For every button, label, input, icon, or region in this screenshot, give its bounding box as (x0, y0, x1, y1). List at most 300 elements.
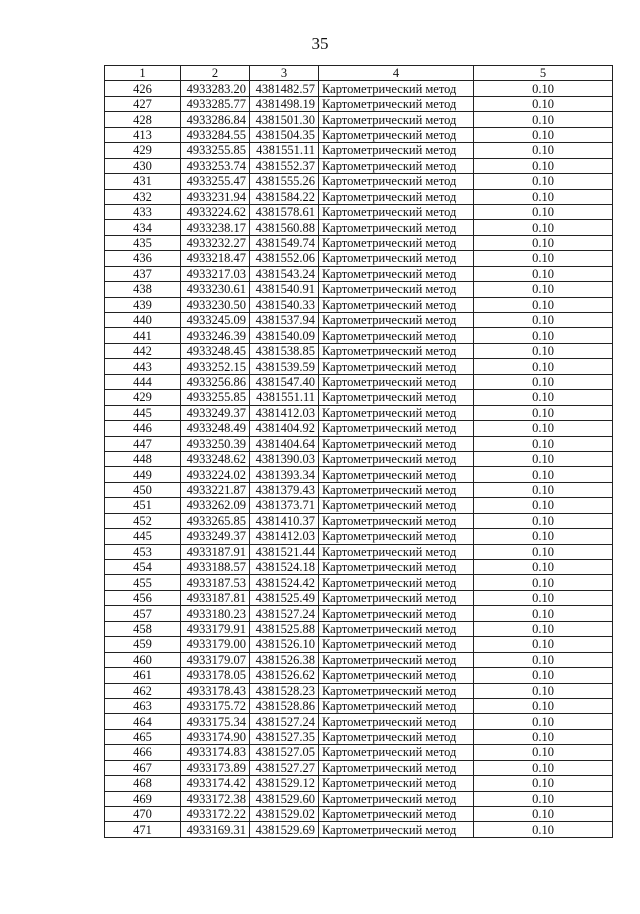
point-number-cell: 465 (105, 729, 181, 744)
method-cell: Картометрический метод (319, 668, 474, 683)
header-point-number: 1 (105, 66, 181, 81)
y-coordinate-cell: 4381552.37 (250, 158, 319, 173)
method-cell: Картометрический метод (319, 482, 474, 497)
table-row (105, 467, 613, 482)
accuracy-cell: 0.10 (474, 590, 613, 605)
y-coordinate-cell: 4381539.59 (250, 359, 319, 374)
x-coordinate-cell: 4933187.81 (181, 590, 250, 605)
accuracy-cell: 0.10 (474, 297, 613, 312)
point-number-cell: 435 (105, 235, 181, 250)
x-coordinate-cell: 4933178.43 (181, 683, 250, 698)
accuracy-cell: 0.10 (474, 390, 613, 405)
point-number-cell: 449 (105, 467, 181, 482)
y-coordinate-cell: 4381547.40 (250, 374, 319, 389)
table-row (105, 729, 613, 744)
table-row (105, 158, 613, 173)
accuracy-cell: 0.10 (474, 467, 613, 482)
y-coordinate-cell: 4381482.57 (250, 81, 319, 96)
table-body (105, 81, 613, 837)
accuracy-cell: 0.10 (474, 313, 613, 328)
accuracy-cell: 0.10 (474, 621, 613, 636)
point-number-cell: 429 (105, 143, 181, 158)
x-coordinate-cell: 4933180.23 (181, 606, 250, 621)
x-coordinate-cell: 4933173.89 (181, 760, 250, 775)
x-coordinate-cell: 4933174.83 (181, 745, 250, 760)
y-coordinate-cell: 4381379.43 (250, 482, 319, 497)
table-row (105, 297, 613, 312)
accuracy-cell: 0.10 (474, 544, 613, 559)
method-cell: Картометрический метод (319, 343, 474, 358)
method-cell: Картометрический метод (319, 189, 474, 204)
y-coordinate-cell: 4381538.85 (250, 343, 319, 358)
method-cell: Картометрический метод (319, 251, 474, 266)
point-number-cell: 454 (105, 560, 181, 575)
method-cell: Картометрический метод (319, 652, 474, 667)
table-row (105, 760, 613, 775)
table-row (105, 668, 613, 683)
method-cell: Картометрический метод (319, 297, 474, 312)
point-number-cell: 447 (105, 436, 181, 451)
y-coordinate-cell: 4381524.18 (250, 560, 319, 575)
accuracy-cell: 0.10 (474, 482, 613, 497)
x-coordinate-cell: 4933188.57 (181, 560, 250, 575)
table-row (105, 560, 613, 575)
method-cell: Картометрический метод (319, 282, 474, 297)
table-row (105, 343, 613, 358)
table-row (105, 251, 613, 266)
accuracy-cell: 0.10 (474, 683, 613, 698)
method-cell: Картометрический метод (319, 143, 474, 158)
accuracy-cell: 0.10 (474, 220, 613, 235)
header-x-coordinate: 2 (181, 66, 250, 81)
point-number-cell: 448 (105, 451, 181, 466)
accuracy-cell: 0.10 (474, 513, 613, 528)
table-row (105, 96, 613, 111)
point-number-cell: 452 (105, 513, 181, 528)
accuracy-cell: 0.10 (474, 343, 613, 358)
table-row (105, 683, 613, 698)
point-number-cell: 455 (105, 575, 181, 590)
y-coordinate-cell: 4381529.02 (250, 807, 319, 822)
x-coordinate-cell: 4933285.77 (181, 96, 250, 111)
y-coordinate-cell: 4381527.27 (250, 760, 319, 775)
y-coordinate-cell: 4381552.06 (250, 251, 319, 266)
x-coordinate-cell: 4933283.20 (181, 81, 250, 96)
x-coordinate-cell: 4933224.02 (181, 467, 250, 482)
point-number-cell: 460 (105, 652, 181, 667)
point-number-cell: 467 (105, 760, 181, 775)
table-row (105, 204, 613, 219)
y-coordinate-cell: 4381526.10 (250, 637, 319, 652)
y-coordinate-cell: 4381551.11 (250, 390, 319, 405)
point-number-cell: 471 (105, 822, 181, 837)
y-coordinate-cell: 4381528.23 (250, 683, 319, 698)
method-cell: Картометрический метод (319, 81, 474, 96)
x-coordinate-cell: 4933187.91 (181, 544, 250, 559)
x-coordinate-cell: 4933232.27 (181, 235, 250, 250)
table-row (105, 776, 613, 791)
point-number-cell: 453 (105, 544, 181, 559)
x-coordinate-cell: 4933248.49 (181, 421, 250, 436)
point-number-cell: 444 (105, 374, 181, 389)
y-coordinate-cell: 4381525.49 (250, 590, 319, 605)
accuracy-cell: 0.10 (474, 158, 613, 173)
method-cell: Картометрический метод (319, 359, 474, 374)
x-coordinate-cell: 4933238.17 (181, 220, 250, 235)
point-number-cell: 442 (105, 343, 181, 358)
point-number-cell: 437 (105, 266, 181, 281)
y-coordinate-cell: 4381504.35 (250, 127, 319, 142)
method-cell: Картометрический метод (319, 714, 474, 729)
method-cell: Картометрический метод (319, 374, 474, 389)
y-coordinate-cell: 4381525.88 (250, 621, 319, 636)
y-coordinate-cell: 4381540.09 (250, 328, 319, 343)
table-row (105, 436, 613, 451)
point-number-cell: 427 (105, 96, 181, 111)
x-coordinate-cell: 4933179.91 (181, 621, 250, 636)
table-row (105, 575, 613, 590)
method-cell: Картометрический метод (319, 560, 474, 575)
y-coordinate-cell: 4381501.30 (250, 112, 319, 127)
accuracy-cell: 0.10 (474, 637, 613, 652)
method-cell: Картометрический метод (319, 590, 474, 605)
method-cell: Картометрический метод (319, 776, 474, 791)
y-coordinate-cell: 4381584.22 (250, 189, 319, 204)
point-number-cell: 464 (105, 714, 181, 729)
y-coordinate-cell: 4381410.37 (250, 513, 319, 528)
point-number-cell: 451 (105, 498, 181, 513)
point-number-cell: 469 (105, 791, 181, 806)
x-coordinate-cell: 4933187.53 (181, 575, 250, 590)
method-cell: Картометрический метод (319, 266, 474, 281)
x-coordinate-cell: 4933221.87 (181, 482, 250, 497)
x-coordinate-cell: 4933175.72 (181, 698, 250, 713)
method-cell: Картометрический метод (319, 235, 474, 250)
point-number-cell: 430 (105, 158, 181, 173)
accuracy-cell: 0.10 (474, 791, 613, 806)
x-coordinate-cell: 4933178.05 (181, 668, 250, 683)
table-row (105, 590, 613, 605)
accuracy-cell: 0.10 (474, 374, 613, 389)
accuracy-cell: 0.10 (474, 282, 613, 297)
accuracy-cell: 0.10 (474, 606, 613, 621)
accuracy-cell: 0.10 (474, 760, 613, 775)
table-row (105, 359, 613, 374)
method-cell: Картометрический метод (319, 791, 474, 806)
table-row (105, 174, 613, 189)
accuracy-cell: 0.10 (474, 652, 613, 667)
table-row (105, 498, 613, 513)
method-cell: Картометрический метод (319, 204, 474, 219)
point-number-cell: 458 (105, 621, 181, 636)
table-row (105, 421, 613, 436)
table-row (105, 822, 613, 837)
table-row (105, 143, 613, 158)
method-cell: Картометрический метод (319, 158, 474, 173)
point-number-cell: 446 (105, 421, 181, 436)
method-cell: Картометрический метод (319, 621, 474, 636)
table-row (105, 405, 613, 420)
method-cell: Картометрический метод (319, 683, 474, 698)
x-coordinate-cell: 4933172.22 (181, 807, 250, 822)
coordinates-table (104, 65, 613, 838)
table-row (105, 451, 613, 466)
accuracy-cell: 0.10 (474, 668, 613, 683)
accuracy-cell: 0.10 (474, 729, 613, 744)
accuracy-cell: 0.10 (474, 714, 613, 729)
accuracy-cell: 0.10 (474, 81, 613, 96)
y-coordinate-cell: 4381529.60 (250, 791, 319, 806)
header-accuracy: 5 (474, 66, 613, 81)
x-coordinate-cell: 4933175.34 (181, 714, 250, 729)
y-coordinate-cell: 4381390.03 (250, 451, 319, 466)
x-coordinate-cell: 4933246.39 (181, 328, 250, 343)
point-number-cell: 456 (105, 590, 181, 605)
accuracy-cell: 0.10 (474, 251, 613, 266)
point-number-cell: 468 (105, 776, 181, 791)
x-coordinate-cell: 4933253.74 (181, 158, 250, 173)
method-cell: Картометрический метод (319, 451, 474, 466)
table-row (105, 482, 613, 497)
x-coordinate-cell: 4933217.03 (181, 266, 250, 281)
y-coordinate-cell: 4381393.34 (250, 467, 319, 482)
y-coordinate-cell: 4381549.74 (250, 235, 319, 250)
table-row (105, 282, 613, 297)
point-number-cell: 445 (105, 405, 181, 420)
accuracy-cell: 0.10 (474, 745, 613, 760)
x-coordinate-cell: 4933174.90 (181, 729, 250, 744)
table-row (105, 189, 613, 204)
method-cell: Картометрический метод (319, 637, 474, 652)
x-coordinate-cell: 4933174.42 (181, 776, 250, 791)
table-row (105, 81, 613, 96)
accuracy-cell: 0.10 (474, 96, 613, 111)
x-coordinate-cell: 4933169.31 (181, 822, 250, 837)
y-coordinate-cell: 4381373.71 (250, 498, 319, 513)
accuracy-cell: 0.10 (474, 776, 613, 791)
method-cell: Картометрический метод (319, 698, 474, 713)
table-row (105, 745, 613, 760)
y-coordinate-cell: 4381404.64 (250, 436, 319, 451)
y-coordinate-cell: 4381404.92 (250, 421, 319, 436)
y-coordinate-cell: 4381526.62 (250, 668, 319, 683)
table-row (105, 328, 613, 343)
point-number-cell: 470 (105, 807, 181, 822)
table-row (105, 698, 613, 713)
method-cell: Картометрический метод (319, 328, 474, 343)
point-number-cell: 429 (105, 390, 181, 405)
method-cell: Картометрический метод (319, 112, 474, 127)
method-cell: Картометрический метод (319, 174, 474, 189)
x-coordinate-cell: 4933255.47 (181, 174, 250, 189)
y-coordinate-cell: 4381527.24 (250, 606, 319, 621)
method-cell: Картометрический метод (319, 467, 474, 482)
accuracy-cell: 0.10 (474, 807, 613, 822)
point-number-cell: 443 (105, 359, 181, 374)
point-number-cell: 431 (105, 174, 181, 189)
x-coordinate-cell: 4933245.09 (181, 313, 250, 328)
table-header (105, 66, 613, 81)
accuracy-cell: 0.10 (474, 575, 613, 590)
point-number-cell: 457 (105, 606, 181, 621)
x-coordinate-cell: 4933286.84 (181, 112, 250, 127)
accuracy-cell: 0.10 (474, 498, 613, 513)
x-coordinate-cell: 4933250.39 (181, 436, 250, 451)
method-cell: Картометрический метод (319, 313, 474, 328)
x-coordinate-cell: 4933249.37 (181, 405, 250, 420)
x-coordinate-cell: 4933255.85 (181, 390, 250, 405)
y-coordinate-cell: 4381498.19 (250, 96, 319, 111)
point-number-cell: 433 (105, 204, 181, 219)
table-row (105, 652, 613, 667)
point-number-cell: 450 (105, 482, 181, 497)
table-row (105, 606, 613, 621)
x-coordinate-cell: 4933249.37 (181, 529, 250, 544)
point-number-cell: 462 (105, 683, 181, 698)
x-coordinate-cell: 4933230.61 (181, 282, 250, 297)
table-row (105, 127, 613, 142)
accuracy-cell: 0.10 (474, 421, 613, 436)
accuracy-cell: 0.10 (474, 174, 613, 189)
x-coordinate-cell: 4933179.00 (181, 637, 250, 652)
table-row (105, 513, 613, 528)
method-cell: Картометрический метод (319, 436, 474, 451)
accuracy-cell: 0.10 (474, 529, 613, 544)
table-row (105, 637, 613, 652)
y-coordinate-cell: 4381537.94 (250, 313, 319, 328)
y-coordinate-cell: 4381551.11 (250, 143, 319, 158)
point-number-cell: 459 (105, 637, 181, 652)
page-number: 35 (311, 34, 329, 53)
point-number-cell: 438 (105, 282, 181, 297)
method-cell: Картометрический метод (319, 390, 474, 405)
method-cell: Картометрический метод (319, 220, 474, 235)
table-row (105, 313, 613, 328)
table-row (105, 714, 613, 729)
accuracy-cell: 0.10 (474, 127, 613, 142)
y-coordinate-cell: 4381555.26 (250, 174, 319, 189)
accuracy-cell: 0.10 (474, 822, 613, 837)
method-cell: Картометрический метод (319, 729, 474, 744)
table-row (105, 544, 613, 559)
x-coordinate-cell: 4933252.15 (181, 359, 250, 374)
accuracy-cell: 0.10 (474, 143, 613, 158)
point-number-cell: 463 (105, 698, 181, 713)
y-coordinate-cell: 4381529.12 (250, 776, 319, 791)
x-coordinate-cell: 4933255.85 (181, 143, 250, 158)
y-coordinate-cell: 4381526.38 (250, 652, 319, 667)
method-cell: Картометрический метод (319, 127, 474, 142)
method-cell: Картометрический метод (319, 529, 474, 544)
point-number-cell: 413 (105, 127, 181, 142)
x-coordinate-cell: 4933248.45 (181, 343, 250, 358)
table-row (105, 235, 613, 250)
point-number-cell: 428 (105, 112, 181, 127)
method-cell: Картометрический метод (319, 760, 474, 775)
table-row (105, 112, 613, 127)
table-row (105, 374, 613, 389)
point-number-cell: 436 (105, 251, 181, 266)
x-coordinate-cell: 4933224.62 (181, 204, 250, 219)
table-row (105, 807, 613, 822)
header-y-coordinate: 3 (250, 66, 319, 81)
y-coordinate-cell: 4381527.05 (250, 745, 319, 760)
x-coordinate-cell: 4933248.62 (181, 451, 250, 466)
accuracy-cell: 0.10 (474, 405, 613, 420)
point-number-cell: 445 (105, 529, 181, 544)
x-coordinate-cell: 4933231.94 (181, 189, 250, 204)
y-coordinate-cell: 4381521.44 (250, 544, 319, 559)
point-number-cell: 441 (105, 328, 181, 343)
y-coordinate-cell: 4381412.03 (250, 529, 319, 544)
header-row (105, 66, 613, 81)
y-coordinate-cell: 4381527.24 (250, 714, 319, 729)
method-cell: Картометрический метод (319, 807, 474, 822)
y-coordinate-cell: 4381524.42 (250, 575, 319, 590)
y-coordinate-cell: 4381412.03 (250, 405, 319, 420)
y-coordinate-cell: 4381540.91 (250, 282, 319, 297)
table-row (105, 266, 613, 281)
point-number-cell: 434 (105, 220, 181, 235)
method-cell: Картометрический метод (319, 498, 474, 513)
table-row (105, 621, 613, 636)
method-cell: Картометрический метод (319, 606, 474, 621)
accuracy-cell: 0.10 (474, 451, 613, 466)
method-cell: Картометрический метод (319, 544, 474, 559)
point-number-cell: 426 (105, 81, 181, 96)
method-cell: Картометрический метод (319, 421, 474, 436)
x-coordinate-cell: 4933265.85 (181, 513, 250, 528)
point-number-cell: 440 (105, 313, 181, 328)
table-row (105, 390, 613, 405)
method-cell: Картометрический метод (319, 745, 474, 760)
accuracy-cell: 0.10 (474, 204, 613, 219)
header-method: 4 (319, 66, 474, 81)
method-cell: Картометрический метод (319, 822, 474, 837)
y-coordinate-cell: 4381578.61 (250, 204, 319, 219)
accuracy-cell: 0.10 (474, 112, 613, 127)
accuracy-cell: 0.10 (474, 189, 613, 204)
accuracy-cell: 0.10 (474, 328, 613, 343)
x-coordinate-cell: 4933284.55 (181, 127, 250, 142)
point-number-cell: 439 (105, 297, 181, 312)
x-coordinate-cell: 4933262.09 (181, 498, 250, 513)
x-coordinate-cell: 4933218.47 (181, 251, 250, 266)
x-coordinate-cell: 4933230.50 (181, 297, 250, 312)
x-coordinate-cell: 4933256.86 (181, 374, 250, 389)
accuracy-cell: 0.10 (474, 698, 613, 713)
y-coordinate-cell: 4381529.69 (250, 822, 319, 837)
y-coordinate-cell: 4381543.24 (250, 266, 319, 281)
x-coordinate-cell: 4933179.07 (181, 652, 250, 667)
table-row (105, 791, 613, 806)
accuracy-cell: 0.10 (474, 235, 613, 250)
method-cell: Картометрический метод (319, 405, 474, 420)
point-number-cell: 461 (105, 668, 181, 683)
accuracy-cell: 0.10 (474, 359, 613, 374)
x-coordinate-cell: 4933172.38 (181, 791, 250, 806)
table-row (105, 220, 613, 235)
accuracy-cell: 0.10 (474, 436, 613, 451)
accuracy-cell: 0.10 (474, 560, 613, 575)
method-cell: Картометрический метод (319, 575, 474, 590)
method-cell: Картометрический метод (319, 96, 474, 111)
y-coordinate-cell: 4381527.35 (250, 729, 319, 744)
point-number-cell: 432 (105, 189, 181, 204)
table-row (105, 529, 613, 544)
method-cell: Картометрический метод (319, 513, 474, 528)
point-number-cell: 466 (105, 745, 181, 760)
